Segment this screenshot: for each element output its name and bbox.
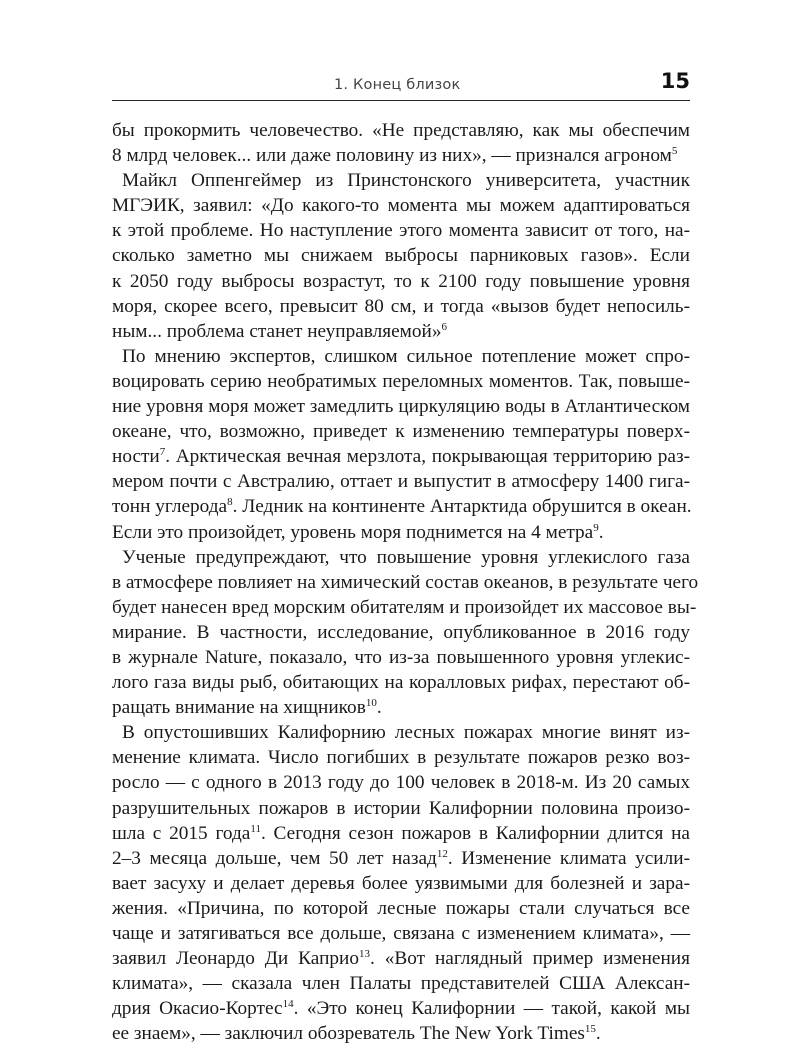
text-line [112, 394, 690, 419]
line-text: чаще и затягиваться все дольше, связана с изменением климата», — [112, 923, 690, 944]
text-line [112, 369, 690, 394]
line-text-rest: . [598, 521, 604, 543]
line-text: ее знаем», — заключил обозреватель The New York Times [112, 1023, 585, 1045]
line-text: жения. «Причина, по которой лесные пожары стали случаться все [112, 897, 690, 919]
footnote-ref: 9 [593, 521, 599, 534]
text-line [112, 218, 690, 243]
text-line [112, 896, 690, 921]
line-text: мером почти с Австралию, оттает и выпустит в атмосферу 1400 гига- [112, 471, 690, 493]
footnote-ref: 13 [359, 948, 370, 961]
text-line [112, 344, 690, 369]
text-line [112, 620, 690, 645]
text-line [112, 921, 690, 946]
line-text: ности [112, 446, 160, 468]
page-number: 15 [660, 69, 690, 93]
line-text: 8 млрд человек... или даже половину из них», — признался агроном [112, 145, 672, 167]
footnote-ref: 5 [671, 145, 678, 158]
line-text: к этой проблеме. Но наступление этого момента зависит от того, на- [112, 220, 690, 242]
text-line [112, 193, 690, 218]
line-text: сколько заметно мы снижаем выбросы парниковых газов». Если [112, 245, 690, 267]
footnote-ref: 12 [436, 847, 448, 860]
line-text: вает засуху и делает деревья более уязвимыми для болезней и зара- [112, 872, 690, 894]
line-text-rest: . Изменение климата усили- [447, 847, 690, 869]
line-text: в атмосфере повлияет на химический состав океанов, в результате чего [112, 571, 699, 593]
line-text: бы прокормить человечество. «Не представляю, как мы обеспечим [112, 120, 690, 141]
footnote-ref: 14 [282, 998, 294, 1011]
text-line [112, 545, 690, 570]
text-line [112, 319, 690, 344]
line-text: ращать внимание на хищников [112, 697, 366, 719]
paragraph [112, 545, 699, 721]
text-line [112, 269, 690, 294]
line-text: к 2050 году выбросы возрастут, то к 2100 году повышение уровня [112, 270, 690, 292]
footnote-ref: 7 [159, 446, 166, 459]
text-line [112, 971, 690, 996]
paragraph [112, 720, 690, 1046]
footnote-ref: 6 [441, 320, 447, 333]
text-line [112, 570, 699, 595]
line-text: мирание. В частности, исследование, опубликованное в 2016 году [112, 621, 690, 643]
text-line [112, 770, 690, 795]
text-line [112, 695, 690, 720]
line-text: Майкл Оппенгеймер из Принстонского университета, участник [122, 170, 690, 192]
text-line [112, 846, 690, 871]
line-text-rest: . «Вот наглядный пример изменения [370, 948, 690, 970]
text-line [112, 821, 690, 846]
line-text: шла с 2015 года [112, 822, 251, 844]
text-line [112, 118, 690, 143]
line-text: По мнению экспертов, слишком сильное потепление может спро- [122, 345, 690, 367]
line-text-rest: . [376, 697, 382, 719]
line-text: моря, скорее всего, превысит 80 см, и тогда «вызов будет непосиль- [112, 295, 690, 317]
line-text: будет нанесен вред морским обитателям и произойдет их массовое вы- [112, 596, 697, 618]
line-text: Если это произойдет, уровень моря поднимется на 4 метра [112, 521, 594, 543]
paragraph [112, 344, 690, 545]
text-line [112, 996, 690, 1021]
text-line [112, 294, 690, 319]
line-text: 2–3 месяца дольше, чем 50 лет назад [112, 847, 437, 869]
line-text: тонн углерода [112, 496, 228, 518]
text-line [112, 419, 690, 444]
line-text-rest: . Сегодня сезон пожаров в Калифорнии длится на [260, 822, 690, 844]
text-line [112, 469, 690, 494]
line-text: разрушительных пожаров в истории Калифорнии половина произо- [112, 797, 690, 819]
chapter-title: 1. Конец близок [334, 77, 461, 93]
text-line [112, 595, 697, 620]
line-text: В опустошивших Калифорнию лесных пожарах многие винят из- [122, 722, 690, 744]
line-text: заявил Леонардо Ди Каприо [112, 948, 359, 970]
text-line [112, 720, 690, 745]
line-text: климата», — сказала член Палаты представителей США Алексан- [112, 973, 690, 995]
line-text: ние уровня моря может замедлить циркуляцию воды в Атлантическом [112, 396, 690, 418]
line-text: МГЭИК, заявил: «До какого-то момента мы можем адаптироваться [112, 195, 690, 217]
text-line [112, 946, 690, 971]
line-text-rest: . «Это конец Калифорнии — такой, какой мы [293, 998, 691, 1020]
footnote-ref: 15 [584, 1023, 596, 1036]
running-header [112, 62, 690, 101]
paragraph [112, 118, 690, 168]
line-text: океане, что, возможно, приведет к изменению температуры поверх- [112, 421, 690, 443]
text-line [112, 168, 690, 193]
line-text: менение климата. Число погибших в результате пожаров резко воз- [112, 747, 690, 769]
line-text-rest: . Арктическая вечная мерзлота, покрывающая территорию раз- [165, 446, 690, 468]
text-line [112, 670, 690, 695]
body-text [112, 118, 699, 1046]
text-line [112, 1021, 690, 1046]
text-line [112, 444, 690, 469]
line-text: в журнале Nature, показало, что из-за повышенного уровня углекис- [112, 646, 690, 668]
footnote-ref: 11 [250, 822, 261, 835]
line-text: Ученые предупреждают, что повышение уровня углекислого газа [122, 546, 690, 568]
text-line [112, 745, 690, 770]
paragraph [112, 168, 690, 344]
footnote-ref: 8 [227, 496, 233, 509]
footnote-ref: 10 [365, 697, 377, 710]
line-text-rest: . [595, 1023, 601, 1045]
text-line [112, 645, 690, 670]
line-text-rest: . Ледник на континенте Антарктида обрушится в океан. [232, 496, 692, 518]
text-line [112, 871, 690, 896]
text-line [112, 796, 690, 821]
text-line [112, 520, 690, 545]
line-text: дрия Окасио-Кортес [112, 998, 283, 1020]
line-text: лого газа виды рыб, обитающих на коралловых рифах, перестают об- [112, 672, 690, 694]
line-text: ным... проблема станет неуправляемой» [112, 320, 442, 342]
text-line [112, 494, 690, 519]
text-line [112, 143, 690, 168]
text-line [112, 243, 690, 268]
line-text: росло — с одного в 2013 году до 100 человек в 2018-м. Из 20 самых [112, 772, 690, 794]
line-text: воцировать серию необратимых переломных моментов. Так, повыше- [112, 370, 690, 392]
